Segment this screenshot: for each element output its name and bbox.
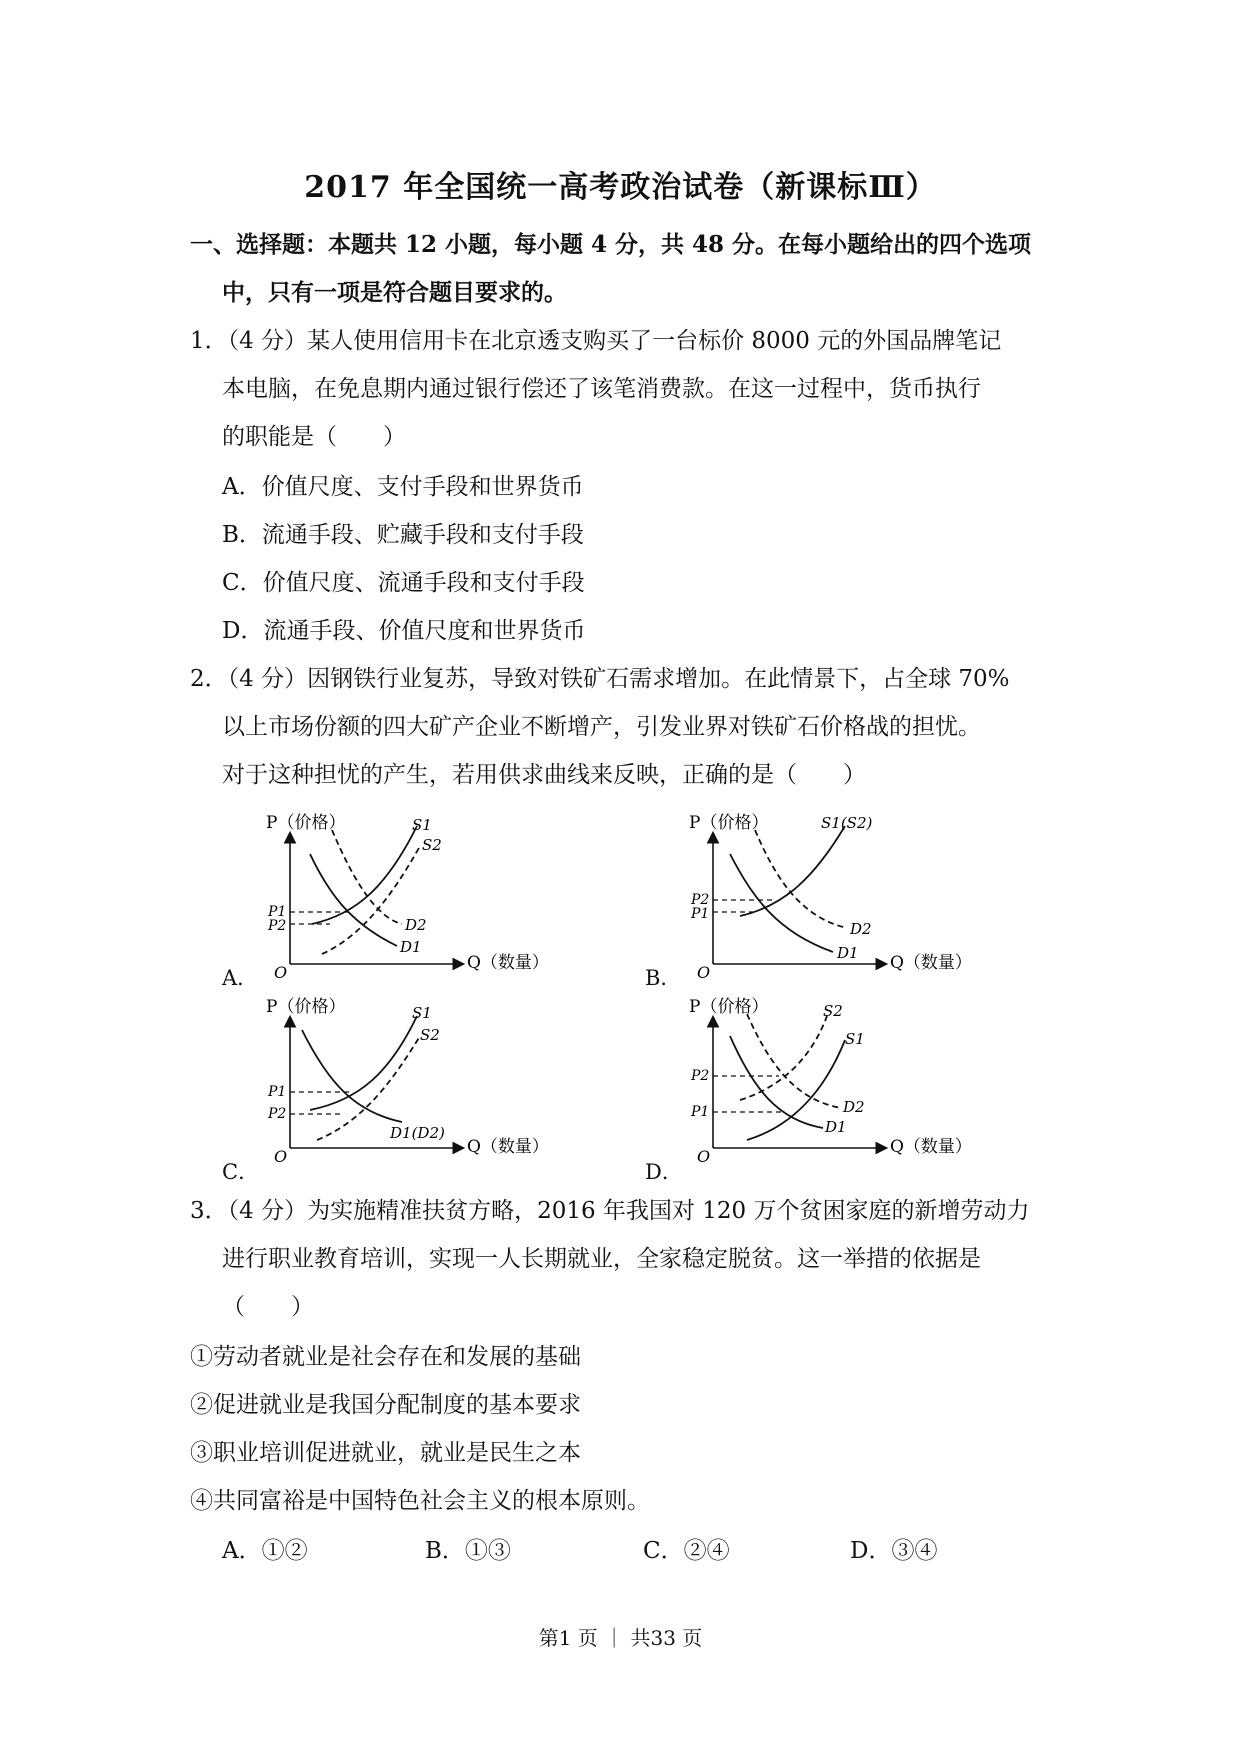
q2-graph-b-p1: P1 <box>691 906 710 922</box>
q2-graph-c-origin: O <box>274 1147 288 1166</box>
q2-graph-b-p-axis: P（价格） <box>689 813 769 833</box>
q2-graph-d-d2: D2 <box>843 1098 865 1116</box>
q2-graph-a-s2: S2 <box>422 836 442 854</box>
q2-graph-a-s1: S1 <box>412 816 432 834</box>
q2-stem-line1: 2．（4 分）因钢铁行业复苏，导致对铁矿石需求增加。在此情景下，占全球 70% <box>190 666 1010 692</box>
q2-graph-c-p1: P1 <box>268 1084 287 1100</box>
q2-graph-b-q-axis: Q（数量） <box>890 953 972 973</box>
q1-option-d[interactable]: D．流通手段、价值尺度和世界货币 <box>222 618 586 644</box>
q2-graph-b-origin: O <box>697 963 711 982</box>
q1-option-c[interactable]: C．价值尺度、流通手段和支付手段 <box>222 570 585 596</box>
q2-graph-a-p2: P2 <box>268 918 287 934</box>
q3-statement-2: ②促进就业是我国分配制度的基本要求 <box>190 1392 581 1418</box>
q1-option-b[interactable]: B．流通手段、贮藏手段和支付手段 <box>222 522 584 548</box>
q3-option-d[interactable]: D．③④ <box>850 1538 938 1564</box>
q1-stem-line3: 的职能是（ ） <box>222 424 406 450</box>
q2-graph-c-p-axis: P（价格） <box>266 997 346 1017</box>
q2-graph-c-s2: S2 <box>420 1026 440 1044</box>
q2-option-a-letter[interactable]: A． <box>222 966 259 990</box>
q2-graph-d-s2: S2 <box>823 1002 843 1020</box>
q2-graph-c[interactable] <box>262 990 572 1170</box>
q3-stem-line1: 3．（4 分）为实施精准扶贫方略，2016 年我国对 120 万个贫困家庭的新增劳动力 <box>190 1198 1030 1224</box>
section-heading-line2: 中，只有一项是符合题目要求的。 <box>222 279 567 306</box>
q2-graph-a[interactable] <box>262 806 572 986</box>
q2-graph-d-s1: S1 <box>845 1030 865 1048</box>
q2-option-b-letter[interactable]: B． <box>645 966 682 990</box>
q2-graph-d-q-axis: Q（数量） <box>890 1137 972 1157</box>
q2-option-c-letter[interactable]: C． <box>222 1160 260 1184</box>
q2-graph-a-d1: D1 <box>400 938 422 956</box>
q2-option-d-letter[interactable]: D． <box>645 1160 683 1184</box>
q1-option-a[interactable]: A．价值尺度、支付手段和世界货币 <box>222 474 584 500</box>
q2-graph-d-p1: P1 <box>691 1104 710 1120</box>
q2-graph-a-p1: P1 <box>268 904 287 920</box>
q2-stem-line3: 对于这种担忧的产生，若用供求曲线来反映，正确的是（ ） <box>222 762 866 788</box>
q2-graph-d[interactable] <box>685 990 1015 1170</box>
q3-stem-line2: 进行职业教育培训，实现一人长期就业，全家稳定脱贫。这一举措的依据是 <box>222 1246 981 1272</box>
q3-option-a[interactable]: A．①② <box>222 1538 308 1564</box>
q2-graph-a-origin: O <box>274 963 288 982</box>
q2-graph-b-s: S1(S2) <box>821 814 873 832</box>
q3-statement-1: ①劳动者就业是社会存在和发展的基础 <box>190 1344 581 1370</box>
q1-stem-line2: 本电脑，在免息期内通过银行偿还了该笔消费款。在这一过程中，货币执行 <box>222 376 981 402</box>
q2-graph-b[interactable] <box>685 806 1015 986</box>
page-footer: 第1 页 ｜ 共33 页 <box>538 1626 703 1650</box>
q2-graph-b-d1: D1 <box>837 944 859 962</box>
q1-stem-line1: 1．（4 分）某人使用信用卡在北京透支购买了一台标价 8000 元的外国品牌笔记 <box>190 328 1002 354</box>
section-heading-line1: 一、选择题：本题共 12 小题，每小题 4 分，共 48 分。在每小题给出的四个选项 <box>190 231 1032 258</box>
q3-statement-3: ③职业培训促进就业，就业是民生之本 <box>190 1440 581 1466</box>
q3-stem-line3: （ ） <box>222 1294 314 1320</box>
q3-option-c[interactable]: C．②④ <box>643 1538 730 1564</box>
q2-graph-d-p2: P2 <box>691 1068 710 1084</box>
q2-graph-b-p2: P2 <box>691 892 710 908</box>
q2-graph-a-p-axis: P（价格） <box>266 813 346 833</box>
q2-graph-d-d1: D1 <box>825 1118 847 1136</box>
q2-graph-c-q-axis: Q（数量） <box>467 1137 549 1157</box>
q2-graph-b-d2: D2 <box>850 920 872 938</box>
page-title: 2017 年全国统一高考政治试卷（新课标Ⅲ） <box>304 170 937 205</box>
q2-graph-a-d2: D2 <box>405 916 427 934</box>
q3-option-b[interactable]: B．①③ <box>425 1538 511 1564</box>
q2-graph-d-origin: O <box>697 1147 711 1166</box>
q2-graph-c-d: D1(D2) <box>390 1124 445 1142</box>
q3-statement-4: ④共同富裕是中国特色社会主义的根本原则。 <box>190 1488 650 1514</box>
q2-graph-c-p2: P2 <box>268 1106 287 1122</box>
q2-stem-line2: 以上市场份额的四大矿产企业不断增产，引发业界对铁矿石价格战的担忧。 <box>222 714 981 740</box>
q2-graph-c-s1: S1 <box>412 1004 432 1022</box>
q2-graph-a-q-axis: Q（数量） <box>467 953 549 973</box>
q2-graph-d-p-axis: P（价格） <box>689 997 769 1017</box>
